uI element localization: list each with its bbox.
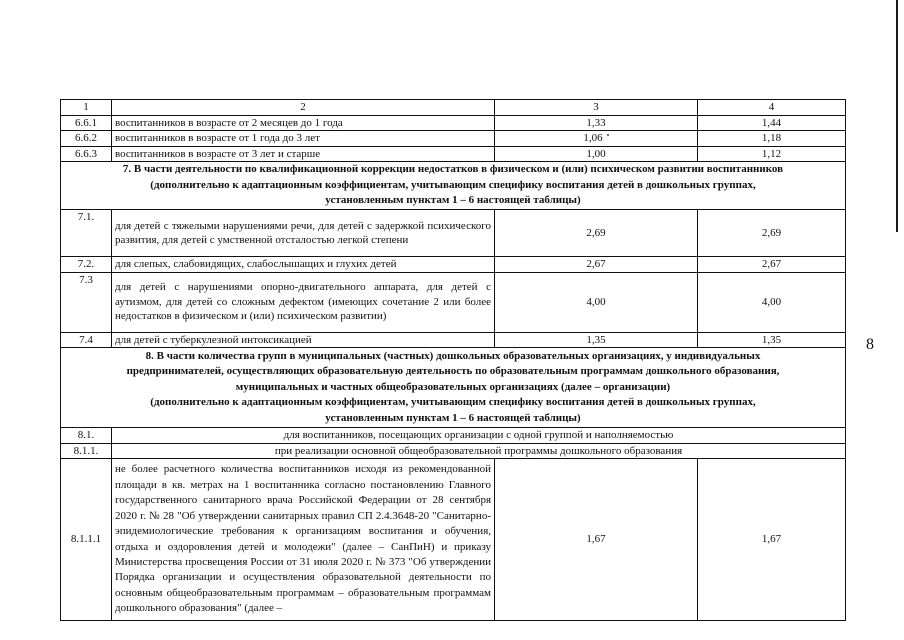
row-number: 8.1.1.1 — [61, 459, 112, 621]
coefficients-table — [60, 99, 846, 621]
row-description: для детей с нарушениями опорно-двигательного аппарата, для детей с аутизмом, для детей со сложным дефектом (имеющих сочетание 2 или более недостатков в физическом и (или) психическом развитии) — [112, 272, 495, 332]
row-value-col4: 1,44 — [698, 115, 846, 131]
row-description: при реализации основной общеобразовательной программы дошкольного образования — [112, 443, 846, 459]
header-col-1: 1 — [61, 100, 112, 116]
section-heading-row — [61, 348, 846, 428]
row-value-col4: 1,18 — [698, 131, 846, 147]
table-row — [61, 443, 846, 459]
table-row — [61, 115, 846, 131]
row-value-col3: 1,00 — [495, 146, 698, 162]
row-value-col3: 4,00 — [495, 272, 698, 332]
row-description: воспитанников в возрасте от 1 года до 3 лет — [112, 131, 495, 147]
scan-speck — [607, 134, 609, 136]
row-number: 6.6.1 — [61, 115, 112, 131]
row-value-col4: 2,69 — [698, 210, 846, 257]
section-7-heading — [61, 162, 846, 210]
row-value-col4: 1,35 — [698, 332, 846, 348]
row-number: 8.1.1. — [61, 443, 112, 459]
row-value-text: 1,06 — [583, 132, 603, 144]
section-8-line: муниципальных и частных общеобразовательных организациях (далее – организации) — [235, 380, 671, 393]
table-row — [61, 257, 846, 273]
row-value-col3: 1,35 — [495, 332, 698, 348]
table-row — [61, 131, 846, 147]
section-8-line: 8. В части количества групп в муниципальных (частных) дошкольных образовательных организациях, у индивидуальных — [145, 349, 761, 362]
table-row — [61, 428, 846, 444]
row-description: для детей с тяжелыми нарушениями речи, для детей с задержкой психического развития, для детей с умственной отсталостью легкой степени — [112, 210, 495, 257]
row-number: 7.4 — [61, 332, 112, 348]
section-7-line: установленным пунктам 1 – 6 настоящей таблицы) — [325, 194, 581, 207]
row-value-col3 — [495, 131, 698, 147]
row-value-col3: 1,67 — [495, 459, 698, 621]
section-heading-row — [61, 162, 846, 210]
page-number: 8 — [866, 336, 874, 353]
row-description: для детей с туберкулезной интоксикацией — [112, 332, 495, 348]
row-number: 6.6.2 — [61, 131, 112, 147]
row-value-col4: 1,67 — [698, 459, 846, 621]
row-description: не более расчетного количества воспитанников исходя из рекомендованной площади в кв. метрах на 1 воспитанника согласно постановлению Главного государственного санитарного врача Российской Федерации от 28 сентября 2020 г. № 28 "Об утверждении санитарных правил СП 2.4.3648-20 "Санитарно-эпидемиологические требования к организациям воспитания и обучения, отдыха и оздоровления детей и молодежи" (далее – СанПиН) и приказу Министерства просвещения России от 31 июля 2020 г. № 373 "Об утверждении Порядка организации и осуществления образовательной деятельности по основным общеобразовательным программам – образовательным программам дошкольного образования" (далее – — [112, 459, 495, 621]
row-number: 7.3 — [61, 272, 112, 332]
header-col-4: 4 — [698, 100, 846, 116]
row-value-col3: 2,69 — [495, 210, 698, 257]
row-value-col4: 4,00 — [698, 272, 846, 332]
section-8-line: предпринимателей, осуществляющих образовательную деятельность по образовательным программам дошкольного образования, — [126, 365, 780, 378]
row-number: 8.1. — [61, 428, 112, 444]
table-row — [61, 210, 846, 257]
table-header-row — [61, 100, 846, 116]
table-row — [61, 272, 846, 332]
section-8-line: (дополнительно к адаптационным коэффициентам, учитывающим специфику воспитания детей в дошкольных группах, — [150, 396, 756, 409]
section-8-line: установленным пунктам 1 – 6 настоящей таблицы) — [325, 411, 581, 424]
row-value-col4: 1,12 — [698, 146, 846, 162]
section-8-heading — [61, 348, 846, 428]
section-7-line: (дополнительно к адаптационным коэффициентам, учитывающим специфику воспитания детей в дошкольных группах, — [150, 178, 756, 191]
header-col-2: 2 — [112, 100, 495, 116]
row-value-col3: 2,67 — [495, 257, 698, 273]
row-description: для воспитанников, посещающих организации с одной группой и наполняемостью — [112, 428, 846, 444]
row-description: для слепых, слабовидящих, слабослышащих и глухих детей — [112, 257, 495, 273]
row-number: 6.6.3 — [61, 146, 112, 162]
header-col-3: 3 — [495, 100, 698, 116]
row-value-col3: 1,33 — [495, 115, 698, 131]
scan-edge-line — [896, 0, 898, 232]
row-description: воспитанников в возрасте от 3 лет и старше — [112, 146, 495, 162]
row-number: 7.1. — [61, 210, 112, 257]
table-row — [61, 332, 846, 348]
row-description: воспитанников в возрасте от 2 месяцев до 1 года — [112, 115, 495, 131]
row-value-col4: 2,67 — [698, 257, 846, 273]
table-row — [61, 146, 846, 162]
table-row — [61, 459, 846, 621]
row-number: 7.2. — [61, 257, 112, 273]
section-7-line: 7. В части деятельности по квалификационной коррекции недостатков в физическом и (или) психическом развитии воспитанников — [122, 163, 784, 176]
